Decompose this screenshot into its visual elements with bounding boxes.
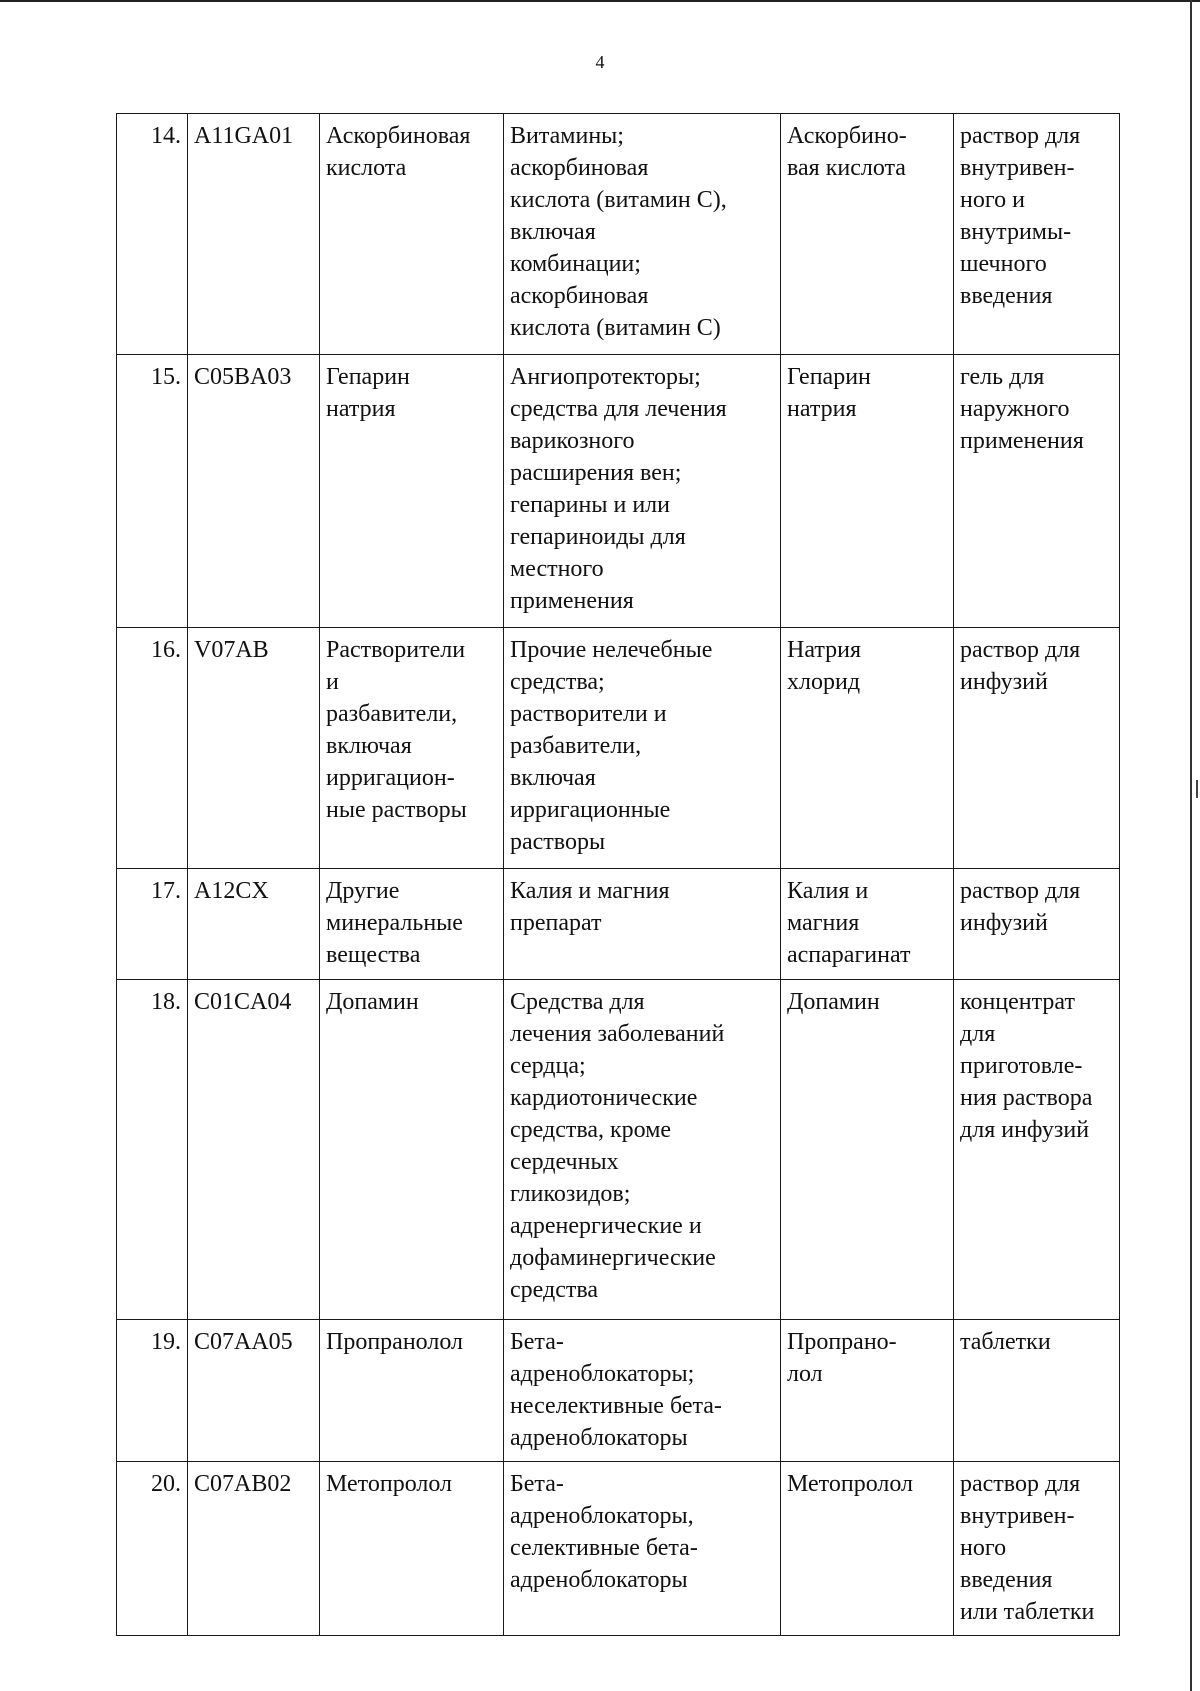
row-number: 15. xyxy=(117,355,188,628)
inn-name xyxy=(781,355,954,628)
group-name xyxy=(320,114,504,355)
dosage-form-text: раствор для инфузий xyxy=(960,637,1081,695)
pharm-group xyxy=(504,980,781,1320)
dosage-form xyxy=(954,869,1120,980)
inn-name-text: Пропрано- лол xyxy=(787,1329,897,1387)
atc-code: V07AB xyxy=(188,628,320,869)
dosage-form-text: концентрат для приготовле- ния раствора для инфузий xyxy=(960,989,1093,1143)
inn-name-text: Метопролол xyxy=(787,1471,914,1497)
inn-name xyxy=(781,628,954,869)
group-name xyxy=(320,980,504,1320)
row-number: 17. xyxy=(117,869,188,980)
table-row xyxy=(117,355,1120,628)
pharm-group xyxy=(504,869,781,980)
group-name-text: Растворители и разбавители, включая ирригацион- ные растворы xyxy=(326,637,467,823)
atc-code: C07AA05 xyxy=(188,1320,320,1462)
inn-name-text: Натрия хлорид xyxy=(787,637,862,695)
dosage-form xyxy=(954,628,1120,869)
table-row xyxy=(117,628,1120,869)
inn-name-text: Калия и магния аспарагинат xyxy=(787,878,911,968)
scan-artifact xyxy=(1196,780,1198,798)
table-row xyxy=(117,980,1120,1320)
pharm-group xyxy=(504,355,781,628)
atc-code: C01CA04 xyxy=(188,980,320,1320)
row-number: 18. xyxy=(117,980,188,1320)
pharm-group xyxy=(504,1320,781,1462)
dosage-form xyxy=(954,114,1120,355)
dosage-form-text: гель для наружного применения xyxy=(960,364,1084,454)
page-number: 4 xyxy=(595,52,605,72)
inn-name xyxy=(781,1462,954,1636)
pharm-group-text: Прочие нелечебные средства; растворители и разбавители, включая ирригационные растворы xyxy=(510,637,713,855)
pharm-group xyxy=(504,628,781,869)
group-name-text: Другие минеральные вещества xyxy=(326,878,463,968)
atc-code: C05BA03 xyxy=(188,355,320,628)
group-name-text: Аскорбиновая кислота xyxy=(326,123,471,181)
inn-name-text: Гепарин натрия xyxy=(787,364,871,422)
table-row xyxy=(117,869,1120,980)
dosage-form xyxy=(954,1320,1120,1462)
row-number: 20. xyxy=(117,1462,188,1636)
dosage-form xyxy=(954,980,1120,1320)
pharm-group xyxy=(504,1462,781,1636)
pharm-group-text: Средства для лечения заболеваний сердца; кардиотонические средства, кроме сердечных гликозидов; адренергические и дофаминергические средства xyxy=(510,989,725,1303)
pharm-group-text: Ангиопротекторы; средства для лечения варикозного расширения вен; гепарины и или гепариноиды для местного применения xyxy=(510,364,727,614)
atc-code: A11GA01 xyxy=(188,114,320,355)
group-name-text: Метопролол xyxy=(326,1471,453,1497)
atc-code: C07AB02 xyxy=(188,1462,320,1636)
table-row xyxy=(117,114,1120,355)
group-name xyxy=(320,355,504,628)
pharm-group-text: Бета- адреноблокаторы; неселективные бета- адреноблокаторы xyxy=(510,1329,722,1451)
group-name-text: Пропранолол xyxy=(326,1329,463,1355)
group-name xyxy=(320,1320,504,1462)
inn-name xyxy=(781,980,954,1320)
row-number: 19. xyxy=(117,1320,188,1462)
inn-name-text: Аскорбино- вая кислота xyxy=(787,123,907,181)
group-name xyxy=(320,1462,504,1636)
table-row xyxy=(117,1462,1120,1636)
pharm-group-text: Калия и магния препарат xyxy=(510,878,670,936)
drug-table xyxy=(116,113,1120,1636)
table-row xyxy=(117,1320,1120,1462)
inn-name-text: Допамин xyxy=(787,989,880,1015)
pharm-group-text: Витамины; аскорбиновая кислота (витамин С), включая комбинации; аскорбиновая кислота (витамин С) xyxy=(510,123,727,341)
atc-code: A12CX xyxy=(188,869,320,980)
group-name xyxy=(320,628,504,869)
inn-name xyxy=(781,114,954,355)
dosage-form-text: раствор для внутривен- ного и внутримы- шечного введения xyxy=(960,123,1081,309)
pharm-group xyxy=(504,114,781,355)
scan-border-top xyxy=(0,0,1200,2)
pharm-group-text: Бета- адреноблокаторы, селективные бета- адреноблокаторы xyxy=(510,1471,698,1593)
group-name-text: Допамин xyxy=(326,989,419,1015)
dosage-form-text: раствор для инфузий xyxy=(960,878,1081,936)
dosage-form-text: таблетки xyxy=(960,1329,1051,1355)
dosage-form xyxy=(954,355,1120,628)
row-number: 14. xyxy=(117,114,188,355)
group-name xyxy=(320,869,504,980)
dosage-form xyxy=(954,1462,1120,1636)
inn-name xyxy=(781,1320,954,1462)
dosage-form-text: раствор для внутривен- ного введения или таблетки xyxy=(960,1471,1095,1625)
drug-table-body xyxy=(117,114,1120,1636)
row-number: 16. xyxy=(117,628,188,869)
inn-name xyxy=(781,869,954,980)
scan-border-right xyxy=(1190,0,1192,1691)
group-name-text: Гепарин натрия xyxy=(326,364,410,422)
